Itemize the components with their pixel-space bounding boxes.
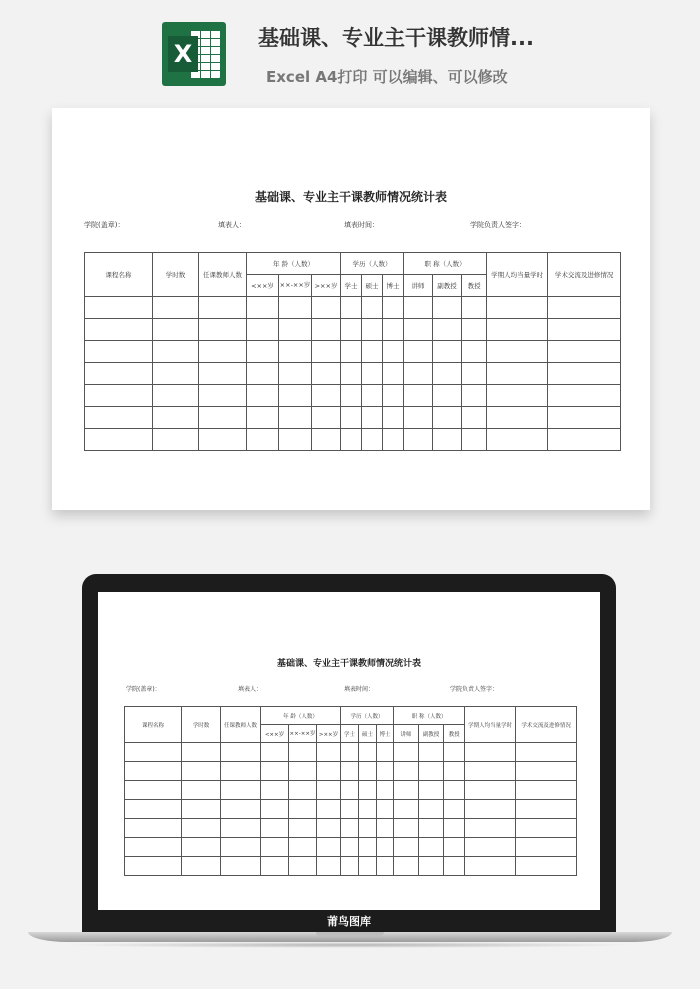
table-cell <box>444 781 465 800</box>
page-subtitle: Excel A4打印 可以编辑、可以修改 <box>266 68 508 86</box>
table-cell <box>362 341 383 363</box>
table-cell <box>312 363 341 385</box>
table-cell <box>85 429 153 451</box>
subheader-lecturer-mini: 讲师 <box>394 725 419 743</box>
table-cell <box>261 838 289 857</box>
table-cell <box>362 429 383 451</box>
table-cell <box>289 781 317 800</box>
table-cell <box>312 407 341 429</box>
table-body <box>85 297 621 451</box>
subheader-professor-mini: 教授 <box>444 725 465 743</box>
table-cell <box>247 385 279 407</box>
table-cell <box>289 743 317 762</box>
meta-fill-time-mini: 填表时间： <box>344 686 375 693</box>
table-row <box>125 838 577 857</box>
table-cell <box>182 857 221 876</box>
watermark-text: 莆鸟图库 <box>327 915 371 928</box>
table-cell <box>404 297 433 319</box>
statistics-table-mini <box>124 706 577 876</box>
table-cell <box>383 407 404 429</box>
table-cell <box>125 857 182 876</box>
table-cell <box>85 341 153 363</box>
table-cell <box>289 819 317 838</box>
table-cell <box>377 762 394 781</box>
table-cell <box>548 297 621 319</box>
table-cell <box>85 297 153 319</box>
laptop-mockup <box>82 574 616 934</box>
subheader-bachelor-mini: 学士 <box>341 725 359 743</box>
subheader-doctor: 博士 <box>383 275 404 297</box>
table-cell <box>312 385 341 407</box>
table-cell <box>199 319 247 341</box>
table-cell <box>247 429 279 451</box>
table-cell <box>462 363 487 385</box>
table-cell <box>444 838 465 857</box>
table-cell <box>444 857 465 876</box>
table-cell <box>85 407 153 429</box>
table-cell <box>153 407 199 429</box>
table-cell <box>221 762 261 781</box>
table-cell <box>433 363 462 385</box>
table-cell <box>153 429 199 451</box>
table-cell <box>247 407 279 429</box>
table-cell <box>199 429 247 451</box>
table-cell <box>462 341 487 363</box>
table-cell <box>394 781 419 800</box>
table-cell <box>289 857 317 876</box>
table-cell <box>377 800 394 819</box>
table-cell <box>279 341 312 363</box>
table-cell <box>419 838 444 857</box>
table-cell <box>317 819 341 838</box>
table-cell <box>279 407 312 429</box>
table-cell <box>462 319 487 341</box>
table-cell <box>199 407 247 429</box>
table-cell <box>341 297 362 319</box>
table-cell <box>377 781 394 800</box>
table-cell <box>444 743 465 762</box>
table-cell <box>317 743 341 762</box>
table-cell <box>516 838 577 857</box>
header-age-group: 年 龄（人数） <box>247 253 341 275</box>
table-cell <box>182 838 221 857</box>
table-cell <box>487 385 548 407</box>
table-cell <box>377 857 394 876</box>
table-cell <box>247 297 279 319</box>
sheet-meta-row-mini <box>98 684 600 698</box>
table-header-row-mini <box>125 707 577 725</box>
table-cell <box>404 429 433 451</box>
table-cell <box>394 743 419 762</box>
table-cell <box>516 743 577 762</box>
table-cell <box>221 781 261 800</box>
table-body-mini <box>125 743 577 876</box>
subheader-doctor-mini: 博士 <box>377 725 394 743</box>
table-cell <box>383 385 404 407</box>
table-cell <box>317 800 341 819</box>
sheet-title: 基础课、专业主干课教师情况统计表 <box>254 190 447 204</box>
table-cell <box>153 341 199 363</box>
table-cell <box>419 781 444 800</box>
laptop-shadow <box>60 942 640 948</box>
header-education-group: 学历（人数） <box>341 253 404 275</box>
table-cell <box>465 781 516 800</box>
header-education-group-mini: 学历（人数） <box>341 707 394 725</box>
table-cell <box>341 838 359 857</box>
table-cell <box>394 819 419 838</box>
table-cell <box>279 429 312 451</box>
table-cell <box>153 385 199 407</box>
table-cell <box>462 385 487 407</box>
table-row <box>85 385 621 407</box>
subheader-assoc-prof: 副教授 <box>433 275 462 297</box>
table-cell <box>383 429 404 451</box>
table-row <box>85 319 621 341</box>
table-row <box>125 857 577 876</box>
table-cell <box>125 743 182 762</box>
table-cell <box>444 762 465 781</box>
table-cell <box>221 838 261 857</box>
table-cell <box>394 857 419 876</box>
table-cell <box>487 319 548 341</box>
table-cell <box>359 857 377 876</box>
sheet-meta-row <box>52 220 650 234</box>
table-cell <box>462 297 487 319</box>
table-cell <box>341 319 362 341</box>
table-cell <box>312 297 341 319</box>
subheader-age-lt: <××岁 <box>247 275 279 297</box>
table-cell <box>404 341 433 363</box>
table-row <box>125 800 577 819</box>
subheader-professor: 教授 <box>462 275 487 297</box>
table-cell <box>199 385 247 407</box>
table-cell <box>317 838 341 857</box>
subheader-age-lt-mini: <××岁 <box>261 725 289 743</box>
table-cell <box>317 762 341 781</box>
table-cell <box>221 800 261 819</box>
header-teacher-count: 任课教师人数 <box>199 253 247 297</box>
table-cell <box>247 341 279 363</box>
table-cell <box>433 407 462 429</box>
table-cell <box>312 429 341 451</box>
table-cell <box>261 781 289 800</box>
table-cell <box>383 319 404 341</box>
meta-signer: 学院负责人签字： <box>470 221 526 229</box>
table-cell <box>85 319 153 341</box>
table-cell <box>444 800 465 819</box>
table-row <box>85 363 621 385</box>
table-cell <box>394 838 419 857</box>
table-cell <box>516 781 577 800</box>
table-cell <box>359 762 377 781</box>
table-cell <box>462 407 487 429</box>
header-teacher-count-mini: 任课教师人数 <box>221 707 261 743</box>
subheader-bachelor: 学士 <box>341 275 362 297</box>
table-cell <box>548 407 621 429</box>
header-avg-hours-mini: 学期人均当量学时 <box>465 707 516 743</box>
table-cell <box>419 819 444 838</box>
laptop-screen <box>98 592 600 910</box>
document-preview <box>52 108 650 510</box>
table-cell <box>153 319 199 341</box>
table-cell <box>199 297 247 319</box>
table-cell <box>279 319 312 341</box>
table-cell <box>182 781 221 800</box>
table-cell <box>317 781 341 800</box>
table-cell <box>247 319 279 341</box>
table-cell <box>125 800 182 819</box>
table-cell <box>153 297 199 319</box>
table-cell <box>341 800 359 819</box>
table-row <box>85 297 621 319</box>
table-cell <box>404 363 433 385</box>
subheader-assoc-prof-mini: 副教授 <box>419 725 444 743</box>
table-cell <box>465 838 516 857</box>
table-cell <box>383 363 404 385</box>
excel-letter: X <box>168 36 198 72</box>
sheet-title-mini: 基础课、专业主干课教师情况统计表 <box>276 659 421 669</box>
table-cell <box>419 762 444 781</box>
table-cell <box>182 762 221 781</box>
table-cell <box>433 429 462 451</box>
table-cell <box>199 363 247 385</box>
table-cell <box>341 819 359 838</box>
table-cell <box>487 297 548 319</box>
table-cell <box>465 800 516 819</box>
table-cell <box>362 407 383 429</box>
header-course-name: 课程名称 <box>85 253 153 297</box>
table-row <box>125 781 577 800</box>
table-cell <box>433 385 462 407</box>
header-title-group: 职 称（人数） <box>404 253 487 275</box>
table-cell <box>444 819 465 838</box>
table-cell <box>125 781 182 800</box>
table-cell <box>317 857 341 876</box>
table-cell <box>433 319 462 341</box>
table-cell <box>85 385 153 407</box>
table-cell <box>261 743 289 762</box>
table-cell <box>362 385 383 407</box>
table-cell <box>394 762 419 781</box>
header-exchange: 学术交流及进修情况 <box>548 253 621 297</box>
table-cell <box>362 297 383 319</box>
header-hours: 学时数 <box>153 253 199 297</box>
table-cell <box>279 385 312 407</box>
table-cell <box>359 800 377 819</box>
table-cell <box>487 407 548 429</box>
table-cell <box>85 363 153 385</box>
table-cell <box>548 319 621 341</box>
table-cell <box>359 743 377 762</box>
table-cell <box>548 363 621 385</box>
table-cell <box>125 762 182 781</box>
table-cell <box>279 297 312 319</box>
table-cell <box>419 857 444 876</box>
table-cell <box>261 762 289 781</box>
table-cell <box>516 819 577 838</box>
table-cell <box>404 407 433 429</box>
table-cell <box>153 363 199 385</box>
table-cell <box>383 341 404 363</box>
table-header-row <box>85 253 621 275</box>
table-cell <box>341 429 362 451</box>
header-exchange-mini: 学术交流及进修情况 <box>516 707 577 743</box>
table-cell <box>362 363 383 385</box>
table-cell <box>377 819 394 838</box>
table-cell <box>341 385 362 407</box>
table-cell <box>341 781 359 800</box>
table-cell <box>377 743 394 762</box>
table-cell <box>341 762 359 781</box>
table-cell <box>125 838 182 857</box>
table-cell <box>433 341 462 363</box>
table-cell <box>182 819 221 838</box>
table-cell <box>279 363 312 385</box>
table-cell <box>516 857 577 876</box>
table-cell <box>516 800 577 819</box>
table-cell <box>341 857 359 876</box>
table-cell <box>221 743 261 762</box>
table-cell <box>465 819 516 838</box>
header-hours-mini: 学时数 <box>182 707 221 743</box>
table-cell <box>487 363 548 385</box>
table-cell <box>419 743 444 762</box>
table-cell <box>362 319 383 341</box>
table-cell <box>261 800 289 819</box>
table-cell <box>548 341 621 363</box>
subheader-lecturer: 讲师 <box>404 275 433 297</box>
subheader-age-mid: ××-××岁 <box>279 275 312 297</box>
table-row <box>125 762 577 781</box>
table-cell <box>341 363 362 385</box>
table-cell <box>221 819 261 838</box>
meta-school: 学院(盖章)： <box>84 221 125 229</box>
table-cell <box>548 429 621 451</box>
subheader-master-mini: 硕士 <box>359 725 377 743</box>
table-cell <box>359 819 377 838</box>
table-cell <box>359 781 377 800</box>
table-cell <box>433 297 462 319</box>
page-title: 基础课、专业主干课教师情... <box>258 26 534 50</box>
meta-signer-mini: 学院负责人签字： <box>450 686 499 693</box>
header-avg-hours: 学期人均当量学时 <box>487 253 548 297</box>
meta-school-mini: 学院(盖章)： <box>126 686 161 693</box>
subheader-age-gt: >××岁 <box>312 275 341 297</box>
table-cell <box>465 743 516 762</box>
subheader-age-gt-mini: >××岁 <box>317 725 341 743</box>
table-cell <box>261 819 289 838</box>
table-cell <box>199 341 247 363</box>
meta-filler-mini: 填表人： <box>238 686 263 693</box>
table-cell <box>516 762 577 781</box>
table-row <box>85 407 621 429</box>
table-cell <box>462 429 487 451</box>
table-cell <box>465 857 516 876</box>
table-cell <box>383 297 404 319</box>
table-cell <box>182 743 221 762</box>
table-cell <box>261 857 289 876</box>
table-cell <box>341 743 359 762</box>
table-cell <box>394 800 419 819</box>
table-cell <box>377 838 394 857</box>
meta-fill-time: 填表时间： <box>344 221 379 229</box>
laptop-notch <box>316 932 384 936</box>
table-row <box>85 341 621 363</box>
subheader-age-mid-mini: ××-××岁 <box>289 725 317 743</box>
table-row <box>85 429 621 451</box>
table-cell <box>341 407 362 429</box>
table-cell <box>221 857 261 876</box>
meta-filler: 填表人： <box>218 221 246 229</box>
table-cell <box>404 385 433 407</box>
table-cell <box>341 341 362 363</box>
table-cell <box>312 319 341 341</box>
table-cell <box>247 363 279 385</box>
header-title-group-mini: 职 称（人数） <box>394 707 465 725</box>
table-cell <box>182 800 221 819</box>
header-course-name-mini: 课程名称 <box>125 707 182 743</box>
table-cell <box>419 800 444 819</box>
table-cell <box>312 341 341 363</box>
table-cell <box>359 838 377 857</box>
table-row <box>125 819 577 838</box>
table-cell <box>289 800 317 819</box>
table-cell <box>548 385 621 407</box>
page-header <box>0 0 700 100</box>
table-cell <box>289 762 317 781</box>
table-cell <box>289 838 317 857</box>
statistics-table <box>84 252 621 451</box>
table-cell <box>125 819 182 838</box>
header-age-group-mini: 年 龄（人数） <box>261 707 341 725</box>
table-row <box>125 743 577 762</box>
table-cell <box>487 341 548 363</box>
table-cell <box>404 319 433 341</box>
subheader-master: 硕士 <box>362 275 383 297</box>
excel-icon <box>162 22 226 86</box>
table-cell <box>465 762 516 781</box>
table-cell <box>487 429 548 451</box>
